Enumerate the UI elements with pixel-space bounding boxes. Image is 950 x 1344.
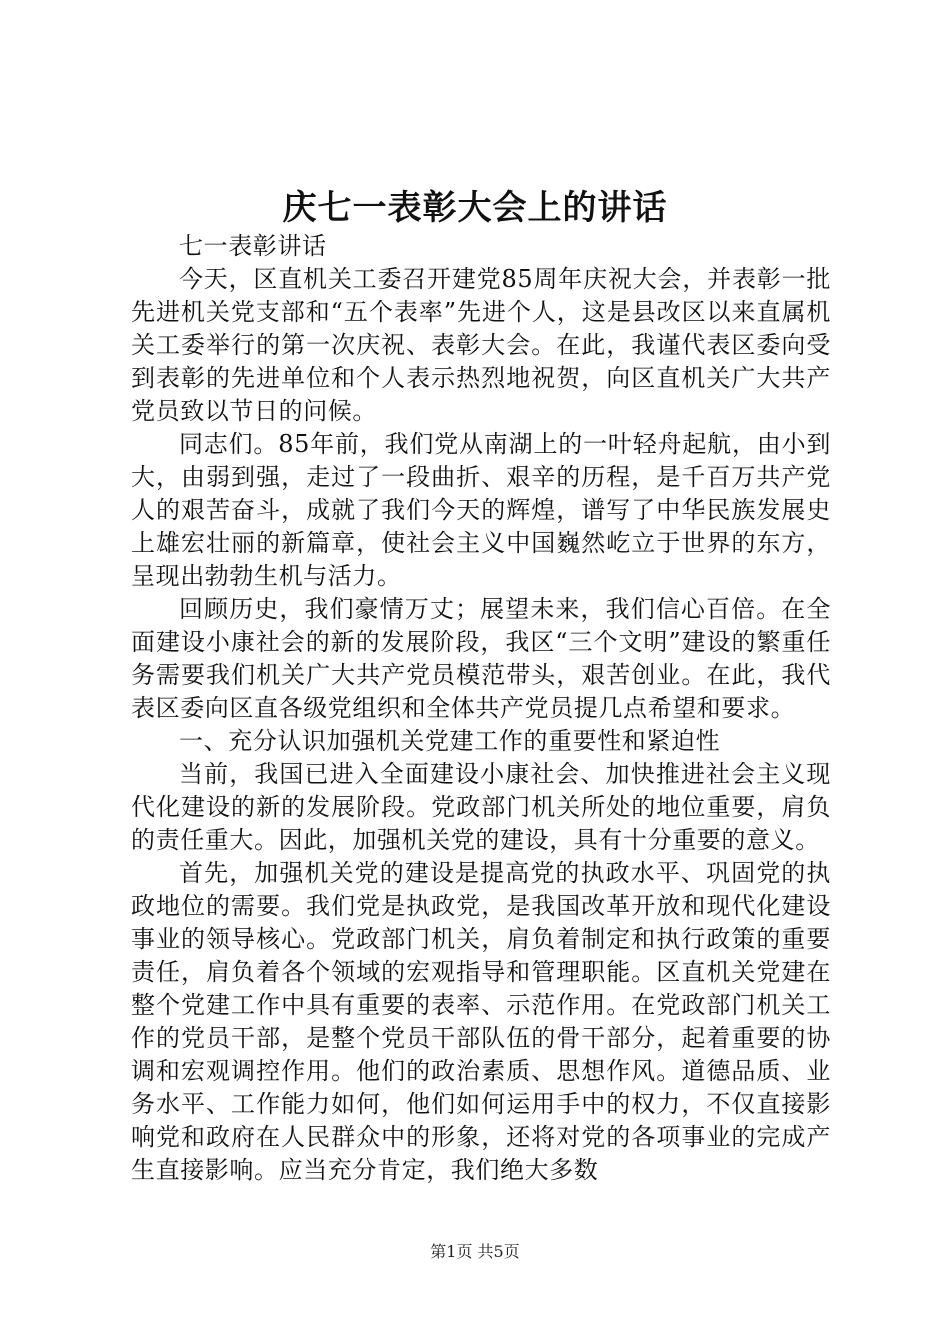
paragraph-subtitle: 七一表彰讲话	[179, 232, 327, 260]
paragraph-history: 同志们。85年前，我们党从南湖上的一叶轻舟起航，由小到大，由弱到强，走过了一段曲折、艰辛的历程，是千百万共产党人的艰苦奋斗，成就了我们今天的辉煌，谱写了中华民族发展史上雄宏壮丽的新篇章，使社会主义中国巍然屹立于世界的东方，呈现出勃勃生机与活力。	[131, 430, 831, 590]
paragraph-opening: 今天，区直机关工委召开建党85周年庆祝大会，并表彰一批先进机关党支部和“五个表率”先进个人，这是县改区以来直属机关工委举行的第一次庆祝、表彰大会。在此，我谨代表区委向受到表彰的先进单位和个人表示热烈地祝贺，向区直机关广大共产党员致以节日的问候。	[131, 265, 831, 425]
paragraph-current: 当前，我国已进入全面建设小康社会、加快推进社会主义现代化建设的新的发展阶段。党政部门机关所处的地位重要，肩负的责任重大。因此，加强机关党的建设，具有十分重要的意义。	[131, 760, 831, 854]
paragraph-outlook: 回顾历史，我们豪情万丈；展望未来，我们信心百倍。在全面建设小康社会的新的发展阶段，我区“三个文明”建设的繁重任务需要我们机关广大共产党员模范带头，艰苦创业。在此，我代表区委向区直各级党组织和全体共产党员提几点希望和要求。	[131, 595, 831, 722]
document-body	[131, 230, 831, 1187]
paragraph-first: 首先，加强机关党的建设是提高党的执政水平、巩固党的执政地位的需要。我们党是执政党，是我国改革开放和现代化建设事业的领导核心。党政部门机关，肩负着制定和执行政策的重要责任，肩负着各个领域的宏观指导和管理职能。区直机关党建在整个党建工作中具有重要的表率、示范作用。在党政部门机关工作的党员干部，是整个党员干部队伍的骨干部分，起着重要的协调和宏观调控作用。他们的政治素质、思想作风。道德品质、业务水平、工作能力如何，他们如何运用手中的权力，不仅直接影响党和政府在人民群众中的形象，还将对党的各项事业的完成产生直接影响。应当充分肯定，我们绝大多数	[131, 859, 831, 1184]
section-heading-1: 一、充分认识加强机关党建工作的重要性和紧迫性	[179, 727, 721, 755]
page-title: 庆七一表彰大会上的讲话	[282, 188, 668, 228]
page-footer: 第1页 共5页	[430, 1242, 520, 1261]
